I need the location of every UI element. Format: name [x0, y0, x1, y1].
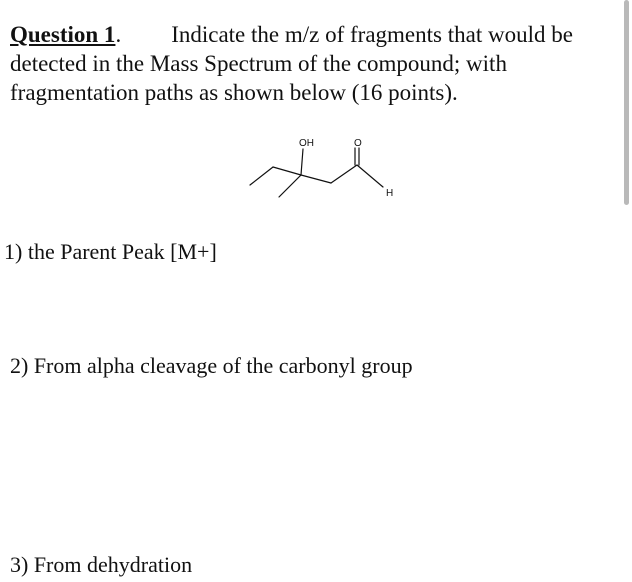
- bond-methyl: [279, 175, 301, 197]
- bond-ethyl-2: [273, 167, 301, 175]
- question-label-suffix: .: [115, 22, 122, 47]
- bond-chain-1: [301, 175, 331, 183]
- bond-c-oh: [301, 149, 303, 175]
- atom-o-label: O: [354, 138, 362, 149]
- bond-ethyl-1: [250, 167, 273, 185]
- question-text: [10, 20, 620, 107]
- vertical-scrollbar[interactable]: [624, 0, 629, 205]
- part-3-dehydration: 3) From dehydration: [10, 552, 193, 577]
- part-1-parent-peak: 1) the Parent Peak [M+]: [4, 239, 217, 264]
- part-2-alpha-cleavage: 2) From alpha cleavage of the carbonyl group: [10, 353, 413, 378]
- molecule-structure: [245, 135, 415, 205]
- bond-chain-2: [331, 165, 357, 183]
- question-prompt: Indicate the m/z of fragments that would be detected in the Mass Spectrum of the compound; with fragmentation paths as shown below (16 points).: [10, 22, 573, 105]
- atom-h-label: H: [386, 188, 394, 199]
- atom-oh-label: OH: [299, 138, 314, 149]
- bond-c-h: [357, 165, 383, 187]
- question-label: Question 1: [10, 22, 116, 47]
